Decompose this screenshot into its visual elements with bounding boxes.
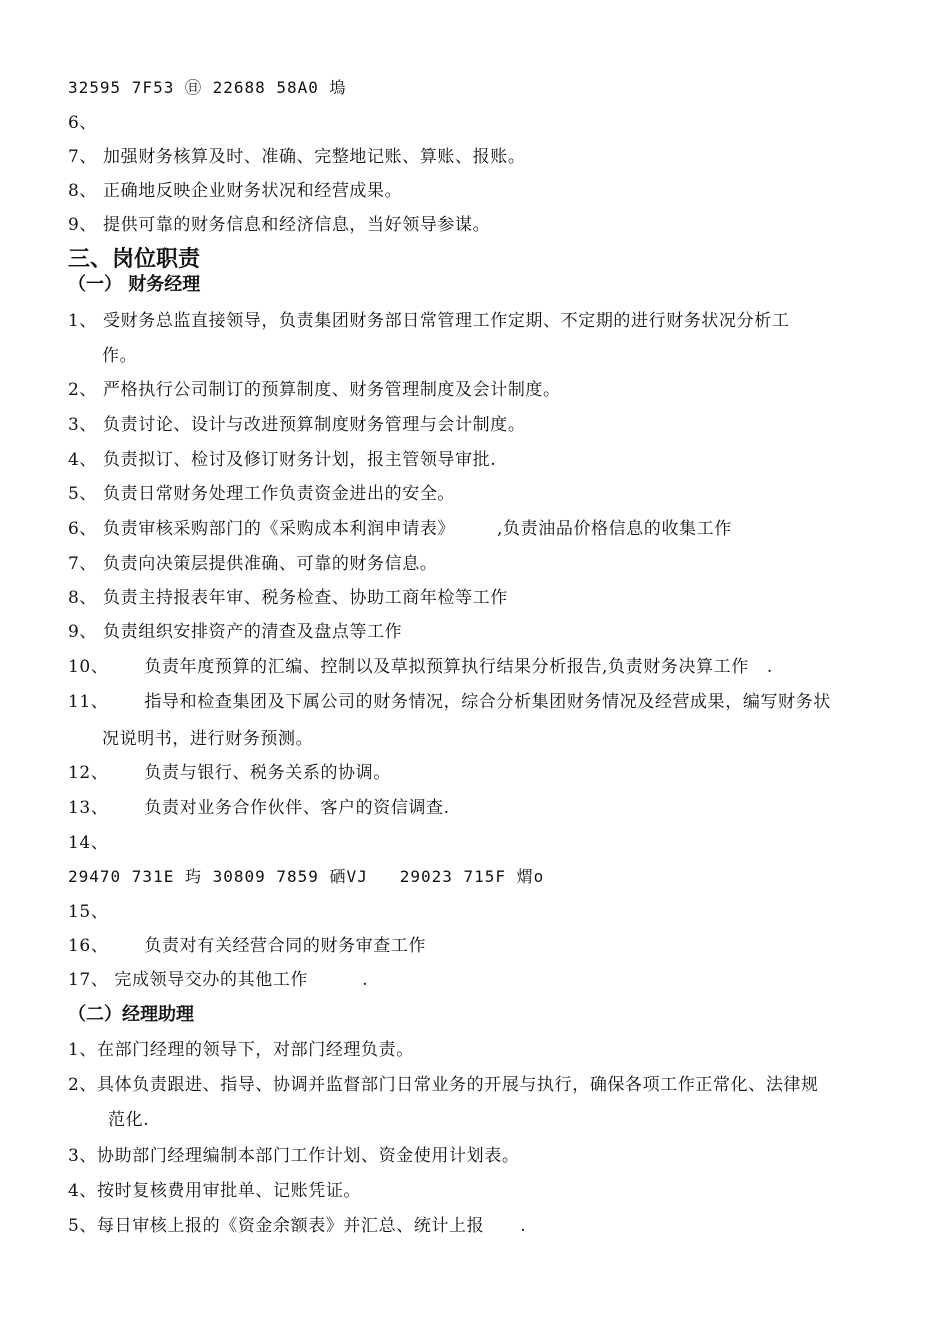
list-item: 5、每日审核上报的《资金余额表》并汇总、统计上报 . <box>68 1216 527 1236</box>
list-item: 11、 指导和检查集团及下属公司的财务情况，综合分析集团财务情况及经营成果，编写财务状 <box>68 692 831 712</box>
list-item-continuation: 作。 <box>102 346 138 366</box>
list-item: 9、 提供可靠的财务信息和经济信息，当好领导参谋。 <box>68 215 491 235</box>
list-item: 2、 严格执行公司制订的预算制度、财务管理制度及会计制度。 <box>68 380 561 400</box>
list-item: 3、协助部门经理编制本部门工作计划、资金使用计划表。 <box>68 1146 520 1166</box>
list-item: 7、 负责向决策层提供准确、可靠的财务信息。 <box>68 554 438 574</box>
list-item: 15、 <box>68 902 109 922</box>
list-item: 7、 加强财务核算及时、准确、完整地记账、算账、报账。 <box>68 147 526 167</box>
list-item: 14、 <box>68 833 109 853</box>
list-item: 5、 负责日常财务处理工作负责资金进出的安全。 <box>68 484 456 504</box>
list-item: 4、按时复核费用审批单、记账凭证。 <box>68 1181 362 1201</box>
list-item: 8、 负责主持报表年审、税务检查、协助工商年检等工作 <box>68 588 508 608</box>
list-item-continuation: 况说明书，进行财务预测。 <box>102 729 314 749</box>
code-line: 29470 731E 玙 30809 7859 硒VJ 29023 715F 煟o <box>68 867 545 886</box>
list-item: 1、 受财务总监直接领导，负责集团财务部日常管理工作定期、不定期的进行财务状况分析工 <box>68 311 790 331</box>
subsection-heading: （一） 财务经理 <box>68 274 201 295</box>
list-item: 17、 完成领导交办的其他工作 . <box>68 970 369 990</box>
list-item: 16、 负责对有关经营合同的财务审查工作 <box>68 936 427 956</box>
list-item: 3、 负责讨论、设计与改进预算制度财务管理与会计制度。 <box>68 415 526 435</box>
list-item: 13、 负责对业务合作伙伴、客户的资信调查. <box>68 798 450 818</box>
list-item-continuation: 范化. <box>108 1110 150 1130</box>
list-item: 6、 <box>68 113 98 133</box>
list-item: 1、在部门经理的领导下，对部门经理负责。 <box>68 1040 414 1060</box>
list-item: 6、 负责审核采购部门的《采购成本利润申请表》 ,负责油品价格信息的收集工作 <box>68 519 732 539</box>
code-line: 32595 7F53 ㊐ 22688 58A0 塢 <box>68 78 347 97</box>
subsection-heading: （二）经理助理 <box>68 1004 194 1025</box>
list-item: 10、 负责年度预算的汇编、控制以及草拟预算执行结果分析报告,负责财务决算工作 . <box>68 657 773 677</box>
section-heading: 三、岗位职责 <box>68 247 201 272</box>
list-item: 4、 负责拟订、检讨及修订财务计划，报主管领导审批. <box>68 450 497 470</box>
list-item: 8、 正确地反映企业财务状况和经营成果。 <box>68 181 403 201</box>
list-item: 12、 负责与银行、税务关系的协调。 <box>68 763 391 783</box>
list-item: 9、 负责组织安排资产的清查及盘点等工作 <box>68 622 403 642</box>
list-item: 2、具体负责跟进、指导、协调并监督部门日常业务的开展与执行，确保各项工作正常化、法律规 <box>68 1075 819 1095</box>
